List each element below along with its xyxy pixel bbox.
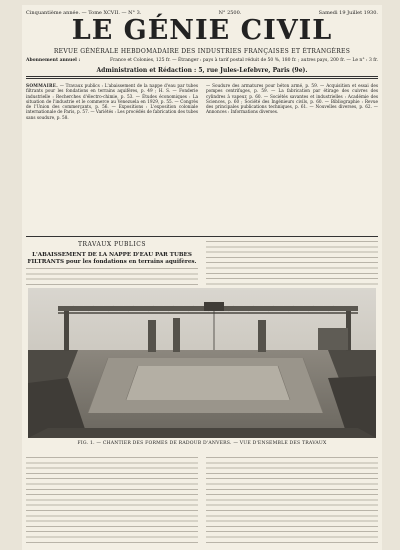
newspaper-page	[22, 5, 382, 550]
masthead-rule-thin	[26, 78, 378, 79]
toc-label: SOMMAIRE.	[26, 83, 58, 88]
subscription-label: Abonnement annuel :	[26, 58, 81, 63]
article-text-column-left	[26, 268, 198, 286]
newspaper-title: LE GÉNIE CIVIL	[71, 15, 333, 46]
administration-address: Administration et Rédaction : 5, rue Jules-Lefebvre, Paris (9e).	[96, 67, 308, 74]
construction-photo	[28, 288, 376, 438]
article-title: L'ABAISSEMENT DE LA NAPPE D'EAU PAR TUBES FILTRANTS pour les fondations en terrains aquifères.	[27, 252, 197, 265]
table-of-contents-left	[26, 83, 198, 233]
article-text-bottom-right	[206, 457, 378, 547]
subscription-text: France et Colonies, 125 fr. — Étranger : pays à tarif postal réduit de 50 %, 180 fr. ; autres pays, 200 fr. — Le n° : 3 fr.	[110, 58, 378, 63]
subscription-line	[26, 58, 378, 63]
table-of-contents-right: — Soudure des armatures pour béton armé, p. 59. — Acquisition et essai des pompes centrifuges, p. 59. — La fabrication par étirage des cuivres des cylindres à vapeur, p. 60. — Sociétés savantes et industrielles : Académie des Sciences, p. 60 ; Société des Ingénieurs civils, p. 60. — Bibliographie : Revue des principales publications techniques, p. 61. — Nouvelles diverses, p. 62. — Annonces : Informations diverses.	[206, 83, 378, 115]
section-heading: TRAVAUX PUBLICS	[77, 241, 146, 248]
article-text-column-right	[206, 241, 378, 286]
issue-number: N° 2500.	[218, 10, 242, 16]
toc-left-text: — Travaux publics : L'abaissement de la nappe d'eau par tubes filtrants pour les fondations en terrains aquifères, p. 49 ; H. S. — Fonderie industrielle : Recherches d'électro-chimie, p. 53. — Études économiques : La situation de l'industrie et le commerce au Venezuela en 1929, p. 55. — Congrès de l'Union des commerçants, p. 56. — Expositions : L'exposition coloniale internationale de Paris, p. 57. — Variétés : Les procédés de fabrication des tubes sans soudure, p. 58.	[26, 83, 198, 120]
newspaper-subtitle: REVUE GÉNÉRALE HEBDOMADAIRE DES INDUSTRIES FRANÇAISES ET ÉTRANGÈRES	[53, 48, 351, 55]
figure-caption: FIG. 1. — CHANTIER DES FORMES DE RADOUB D'ANVERS. — VUE D'ENSEMBLE DES TRAVAUX	[77, 441, 327, 446]
toc-bottom-rule	[26, 236, 378, 237]
dock-walls	[48, 350, 358, 428]
volume-info: Cinquantième année. — Tome XCVII. — N° 3.	[26, 10, 142, 16]
masthead-rule	[26, 76, 378, 77]
issue-date: Samedi 19 Juillet 1930.	[318, 10, 378, 16]
article-text-bottom-left	[26, 457, 198, 547]
